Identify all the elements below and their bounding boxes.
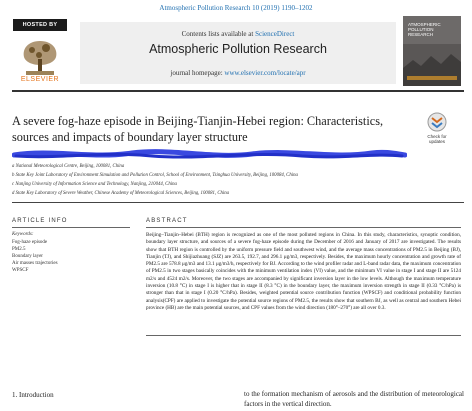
abstract-text: Beijing–Tianjin–Hebei (BTH) region is recognized as one of the most polluted regions in China. In this study, characteristics, synoptic condition, boundary layer structure, and sources of a severe fog-haze episode during the December of 2016 and January of 2017 are investigated. The results show that BTH region is controlled by the uniform pressure field and southwest wind, and the average mass concentrations of PM2.5 in Beijing (BJ), Tianjin (TJ), and Shijiazhuang (SJZ) are 263.5, 192.7, and 296.1 μg/m3, respectively. Besides, the maximum hourly concentration and growth rate of PM2.5 are 578.8 μg/m3 and 13.1 μg/m3/h, respectively for BJ. According to the wind profiler radar and L-band radar data, the maximum concentration of PM2.5 in two stages basically coincides with the minimum ventilation index (VI) value, and the minimum VI value in stage I and stage II are 5124 m2/s and 4524 m2/s. Moreover, the two stages are accompanied by significant inversion layer in the low levels. Although the maximum temperature inversion (10.8 °C) in stage I is higher that in stage II (8.3 °C) in the boundary layer, the maximum inversion strength in stage II (0.33 °C/hPa) is stronger than that in stage I (0.20 °C/hPa). Besides, weighted potential source contribution function (WPSCF) and conditional probability function analysis(CPF) are applied to investigate the potential source regions of PM2.5, the results show that southern BJ, as well as central and southern Hebei province (HB) are the main potential sources, and CPF values from the wind direction (180°–270°) are all over 0.3. bbox=[146, 232, 461, 311]
elsevier-wordmark: ELSEVIER bbox=[20, 76, 60, 83]
article-info-rule bbox=[12, 227, 130, 228]
cover-title: ATMOSPHERIC POLLUTION RESEARCH bbox=[408, 22, 441, 37]
journal-homepage bbox=[80, 69, 396, 77]
article-info-heading: ARTICLE INFO bbox=[12, 218, 68, 224]
contents-line bbox=[80, 30, 396, 38]
homepage-prefix: journal homepage: bbox=[170, 69, 225, 77]
homepage-link[interactable]: www.elsevier.com/locate/apr bbox=[224, 69, 306, 77]
journal-citation[interactable]: Atmospheric Pollution Research 10 (2019) 1190–1202 bbox=[159, 4, 313, 12]
check-for-updates-label[interactable]: Check for updates bbox=[427, 134, 447, 144]
header-divider bbox=[12, 90, 464, 92]
keyword-item: Boundary layer bbox=[12, 254, 43, 259]
check-for-updates-icon[interactable] bbox=[421, 111, 453, 151]
introduction-heading: 1. Introduction bbox=[12, 391, 54, 399]
abstract-bottom-rule bbox=[146, 335, 461, 336]
introduction-text: to the formation mechanism of aerosols and the distribution of meteorological factors in the vertical direction. bbox=[244, 390, 464, 408]
hosted-by-badge: HOSTED BY bbox=[13, 19, 67, 31]
keyword-item: Air masses trajectories bbox=[12, 261, 58, 266]
affiliation-a: a National Meteorological Centre, Beijing, 100081, China bbox=[12, 164, 125, 169]
paper-title: A severe fog-haze episode in Beijing-Tianjin-Hebei region: Characteristics, sources and impacts of boundary layer structure bbox=[12, 114, 384, 144]
abstract-heading: ABSTRACT bbox=[146, 218, 188, 224]
affiliations-divider bbox=[12, 202, 464, 203]
keywords-heading: Keywords: bbox=[12, 232, 34, 237]
keyword-item: Fog-haze episode bbox=[12, 240, 48, 245]
keyword-item: WPSCF bbox=[12, 268, 29, 273]
redacted-authors-scribble bbox=[12, 147, 407, 161]
affiliation-b: b State Key Joint Laboratory of Environment Simulation and Pollution Control, School of Environment, Tsinghua University, Beijing, 100084, China bbox=[12, 173, 298, 178]
contents-prefix: Contents lists available at bbox=[181, 30, 256, 38]
journal-title: Atmospheric Pollution Research bbox=[149, 42, 327, 56]
affiliation-c: c Nanjing University of Information Science and Technology, Nanjing, 210044, China bbox=[12, 182, 177, 187]
keyword-item: PM2.5 bbox=[12, 247, 26, 252]
sciencedirect-link[interactable]: ScienceDirect bbox=[255, 30, 295, 38]
abstract-rule bbox=[146, 227, 461, 228]
affiliation-d: d State Key Laboratory of Severe Weather, Chinese Academy of Meteorological Sciences, Beijing, 100081, China bbox=[12, 191, 230, 196]
